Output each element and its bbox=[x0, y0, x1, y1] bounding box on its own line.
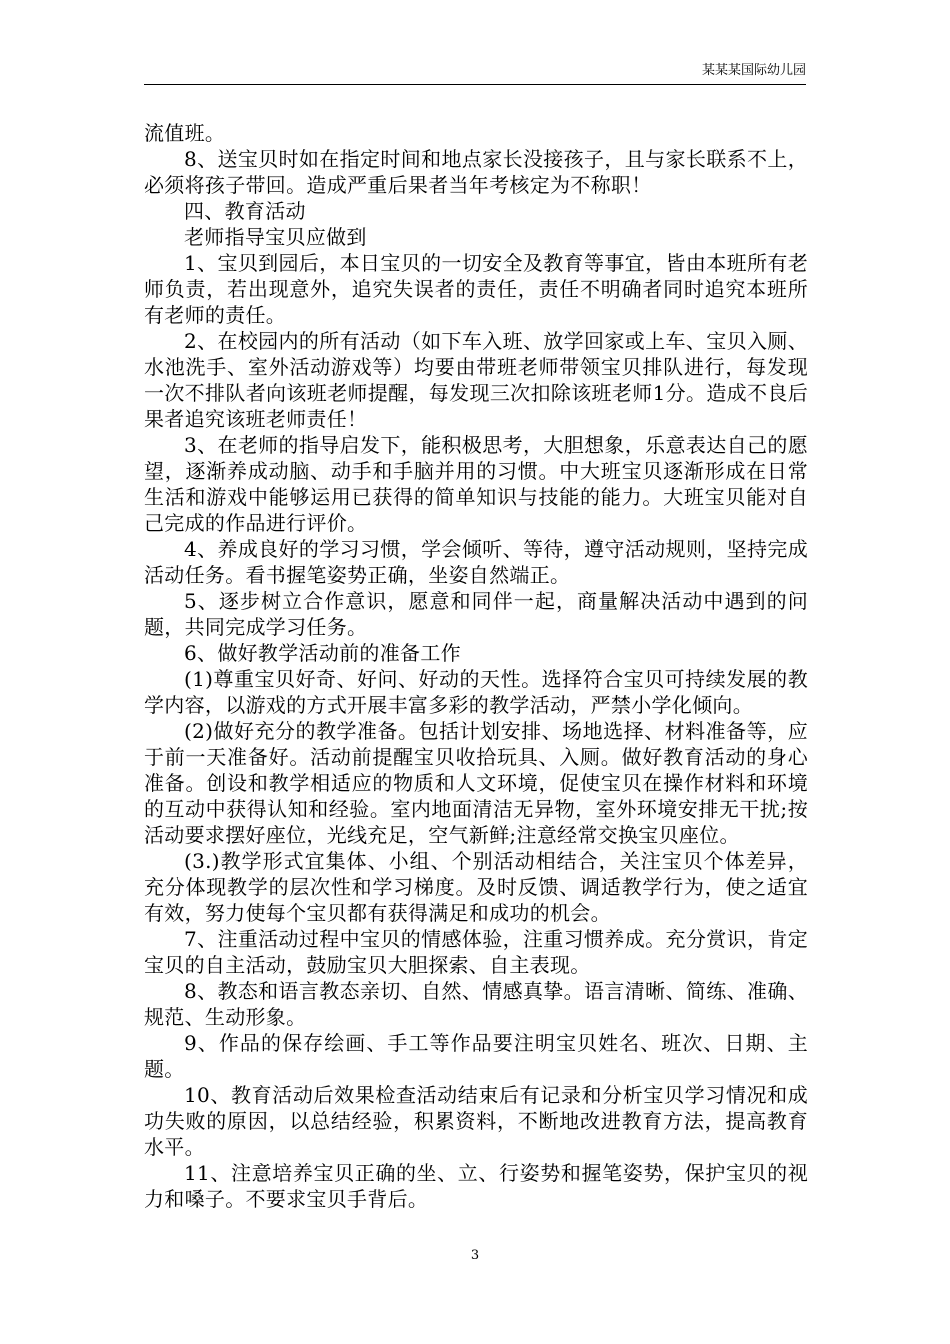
paragraph: 8、送宝贝时如在指定时间和地点家长没接孩子，且与家长联系不上，必须将孩子带回。造成严重后果者当年考核定为不称职！ bbox=[144, 147, 808, 197]
paragraph: 5、逐步树立合作意识，愿意和同伴一起，商量解决活动中遇到的问题，共同完成学习任务。 bbox=[144, 589, 808, 639]
paragraph: 10、教育活动后效果检查活动结束后有记录和分析宝贝学习情况和成功失败的原因，以总结经验，积累资料，不断地改进教育方法，提高教育水平。 bbox=[144, 1083, 808, 1159]
paragraph: 8、教态和语言教态亲切、自然、情感真挚。语言清晰、简练、准确、规范、生动形象。 bbox=[144, 979, 808, 1029]
paragraph: 9、作品的保存绘画、手工等作品要注明宝贝姓名、班次、日期、主题。 bbox=[144, 1031, 808, 1081]
document-body bbox=[144, 120, 808, 1212]
paragraph: (3.)教学形式宜集体、小组、个别活动相结合，关注宝贝个体差异，充分体现教学的层次性和学习梯度。及时反馈、调适教学行为，使之适宜有效，努力使每个宝贝都有获得满足和成功的机会。 bbox=[144, 849, 808, 925]
page-number: 3 bbox=[470, 1248, 480, 1263]
paragraph: 6、做好教学活动前的准备工作 bbox=[184, 641, 461, 665]
section-heading: 四、教育活动 bbox=[184, 199, 306, 223]
paragraph: (2)做好充分的教学准备。包括计划安排、场地选择、材料准备等，应于前一天准备好。活动前提醒宝贝收拾玩具、入厕。做好教育活动的身心准备。创设和教学相适应的物质和人文环境，促使宝贝在操作材料和环境的互动中获得认知和经验。室内地面清洁无异物，室外环境安排无干扰;按活动要求摆好座位，光线充足，空气新鲜;注意经常交换宝贝座位。 bbox=[144, 719, 808, 847]
paragraph: 1、宝贝到园后，本日宝贝的一切安全及教育等事宜，皆由本班所有老师负责，若出现意外，追究失误者的责任，责任不明确者同时追究本班所有老师的责任。 bbox=[144, 251, 808, 327]
paragraph: 7、注重活动过程中宝贝的情感体验，注重习惯养成。充分赏识，肯定宝贝的自主活动，鼓励宝贝大胆探索、自主表现。 bbox=[144, 927, 808, 977]
paragraph: 4、养成良好的学习习惯，学会倾听、等待，遵守活动规则，坚持完成活动任务。看书握笔姿势正确，坐姿自然端正。 bbox=[144, 537, 808, 587]
paragraph: 流值班。 bbox=[144, 121, 226, 145]
page-header bbox=[144, 62, 806, 85]
paragraph: (1)尊重宝贝好奇、好问、好动的天性。选择符合宝贝可持续发展的教学内容，以游戏的方式开展丰富多彩的教学活动，严禁小学化倾向。 bbox=[144, 667, 808, 717]
paragraph: 3、在老师的指导启发下，能积极思考，大胆想象，乐意表达自己的愿望，逐渐养成动脑、动手和手脑并用的习惯。中大班宝贝逐渐形成在日常生活和游戏中能够运用已获得的简单知识与技能的能力。大班宝贝能对自己完成的作品进行评价。 bbox=[144, 433, 808, 535]
subheading: 老师指导宝贝应做到 bbox=[184, 225, 367, 249]
paragraph: 2、在校园内的所有活动（如下车入班、放学回家或上车、宝贝入厕、水池洗手、室外活动游戏等）均要由带班老师带领宝贝排队进行，每发现一次不排队者向该班老师提醒，每发现三次扣除该班老师1分。造成不良后果者追究该班老师责任！ bbox=[144, 329, 808, 431]
header-title: 某某某国际幼儿园 bbox=[701, 63, 806, 78]
paragraph: 11、注意培养宝贝正确的坐、立、行姿势和握笔姿势，保护宝贝的视力和嗓子。不要求宝贝手背后。 bbox=[144, 1161, 808, 1211]
